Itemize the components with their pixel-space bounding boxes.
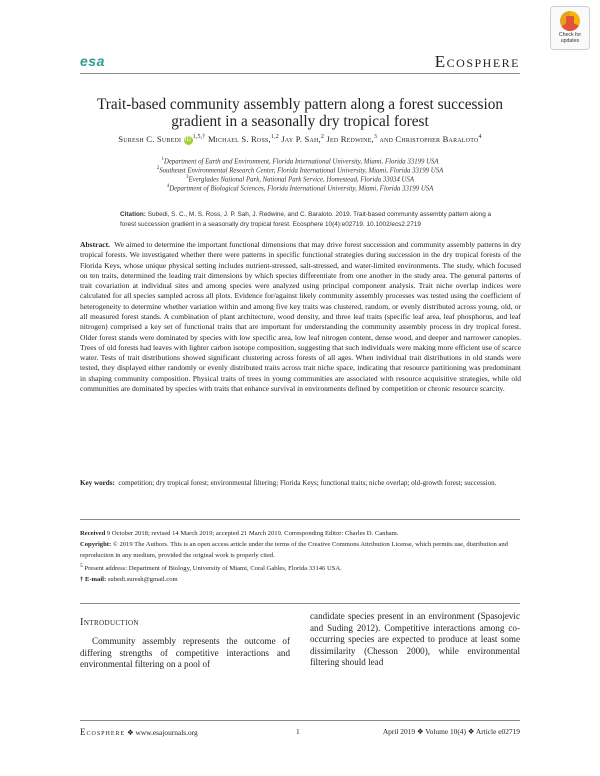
crossmark-icon: [560, 11, 580, 31]
orcid-icon[interactable]: iD: [185, 136, 192, 143]
author-superscript: 2: [320, 134, 325, 141]
keywords-label: Key words:: [80, 479, 115, 487]
author-list: [60, 134, 540, 145]
author-name: Jed Redwine,: [326, 134, 374, 144]
divider: [80, 519, 520, 520]
author-superscript: 1,5,†: [192, 134, 206, 141]
footer-journal: Ecosphere: [80, 727, 126, 737]
abstract: [80, 240, 521, 394]
abstract-label: Abstract.: [80, 240, 110, 249]
esa-logo: esa: [80, 53, 105, 69]
keywords-text: competition; dry tropical forest; environmental filtering; Florida Keys; functional traits; niche overlap; old-growth forest; succession.: [118, 479, 497, 487]
badge-line-2: updates: [560, 38, 580, 44]
footer-url[interactable]: ❖ www.esajournals.org: [127, 728, 198, 737]
footer-rule: [80, 720, 520, 721]
citation-label: Citation:: [120, 211, 146, 218]
email-link[interactable]: subedi.suresh@gmail.com: [107, 576, 178, 584]
author-superscript: 3: [373, 134, 378, 141]
citation-text: Subedi, S. C., M. S. Ross, J. P. Sah, J. Redwine, and C. Baraloto. 2019. Trait-based community assembly pattern along a forest succession gradient in a seasonally dry tropical forest. Ecosphere 10(4):e02719. 10.1002/ecs2.2719: [120, 211, 492, 228]
author-name: Jay P. Sah,: [281, 134, 321, 144]
footer-journal-block: [80, 727, 198, 737]
intro-left-column: Community assembly represents the outcome of differing strengths of competitive interactions and environmental filtering on a pool of: [80, 636, 290, 669]
affiliation: $^2$Southeast Environmental Research Center, Florida International University, Miami, Florida 33199 USA: [156, 166, 444, 175]
divider: [80, 603, 520, 604]
article-title: Trait-based community assembly pattern along a forest succession gradient in a seasonally dry tropical forest: [97, 96, 503, 130]
footer-issue: April 2019 ❖ Volume 10(4) ❖ Article e02719: [382, 727, 520, 736]
check-for-updates-badge[interactable]: [550, 6, 590, 50]
author-conjunction: and: [379, 134, 394, 144]
affiliation: $^3$Everglades National Park, National Park Service, Homestead, Florida 33034 USA: [185, 175, 415, 184]
copyright-line: Copyright: © 2019 The Authors. This is an open access article under the terms of the Creative Commons Attribution License, which permits use, distribution and reproduction in any medium, provided the original work is properly cited.: [80, 541, 508, 559]
author-superscript: 1,2: [270, 134, 279, 141]
author-superscript: 4: [478, 134, 482, 141]
introduction-heading: Introduction: [80, 617, 139, 628]
present-address: $^5$ Present address: Department of Biology, University of Miami, Coral Gables, Florida 33146 USA.: [80, 563, 342, 573]
email-line: † E-mail: subedi.suresh@gmail.com: [80, 576, 178, 584]
abstract-text: We aimed to determine the important functional dimensions that may drive forest succession and community assembly patterns in dry tropical forests. We investigated whether there were patterns in specific functional strategies during succession in the dry tropical forests of the Florida Keys, whose unique physical setting includes nutrient-stressed, salt-stressed, and water-limited environments. The study, which focused on ten traits, determined the leading trait dimensions by which species differentiate from one another in the study area. The general patterns of trait covariation at individual sites and among species were analyzed using principal component analysis. Trait niche overlap indices were calculated for all species sampled across all plots. Evidence for/against likely community assembly processes was tested using the coefficient of heterogeneity to determine whether variation within and among five key traits was clustered, random, or evenly distributed across young, old, or all measured forest stands. A combination of plant architecture, wood density, and three leaf traits (specific leaf area, leaf phosphorus, and leaf nitrogen) comprised a key set of functional traits that are important for understanding the community assembly process in dry tropical forest. Older forest stands were dominated by species with low specific area, low leaf nitrogen content, dense wood, and deeper and narrower canopies. Trees of old forests had leaves with lighter carbon isotope composition, suggesting that such individuals were making more efficient use of scarce water. Tests of trait distributions showed significant clustering across forests of all ages. When individual trait distributions in old stands were tested, they displayed either randomly or evenly distributed traits across trait niche space, indicating that resource partitioning was predominant in shaping community composition. Physical traits of trees in young communities are associated with resource acquisitive strategies, while old communities are dominated by species with traits that enhance survival in environments defined by competition or chronic resource scarcity.: [80, 240, 522, 393]
article-metadata: [80, 528, 521, 585]
received-line: Received 9 October 2018; revised 14 March 2019; accepted 21 March 2019. Corresponding Editor: Charles D. Canham.: [80, 530, 399, 537]
intro-right-column: candidate species present in an environment (Spasojevic and Suding 2012). Competitive interactions among co-occurring species are expected to produce at least some dissimilarity (Chesson 2000), while environmental filtering should lead: [310, 611, 520, 667]
header-rule: [80, 73, 520, 74]
author-name: Suresh C. Subedi: [118, 134, 182, 144]
journal-name: Ecosphere: [434, 52, 520, 71]
citation: [120, 210, 500, 230]
author-name: Christopher Baraloto: [395, 134, 479, 144]
author-name: Michael S. Ross,: [207, 134, 271, 144]
keywords: [80, 478, 521, 488]
page-number: 1: [296, 727, 300, 736]
badge-line-1: Check for: [558, 32, 582, 38]
affiliation: $^4$Department of Biological Sciences, Florida International University, Miami, Florida 33199 USA: [166, 184, 434, 193]
affiliation: $^1$Department of Earth and Environment, Florida International University, Miami, Florida 33199 USA: [161, 157, 439, 166]
